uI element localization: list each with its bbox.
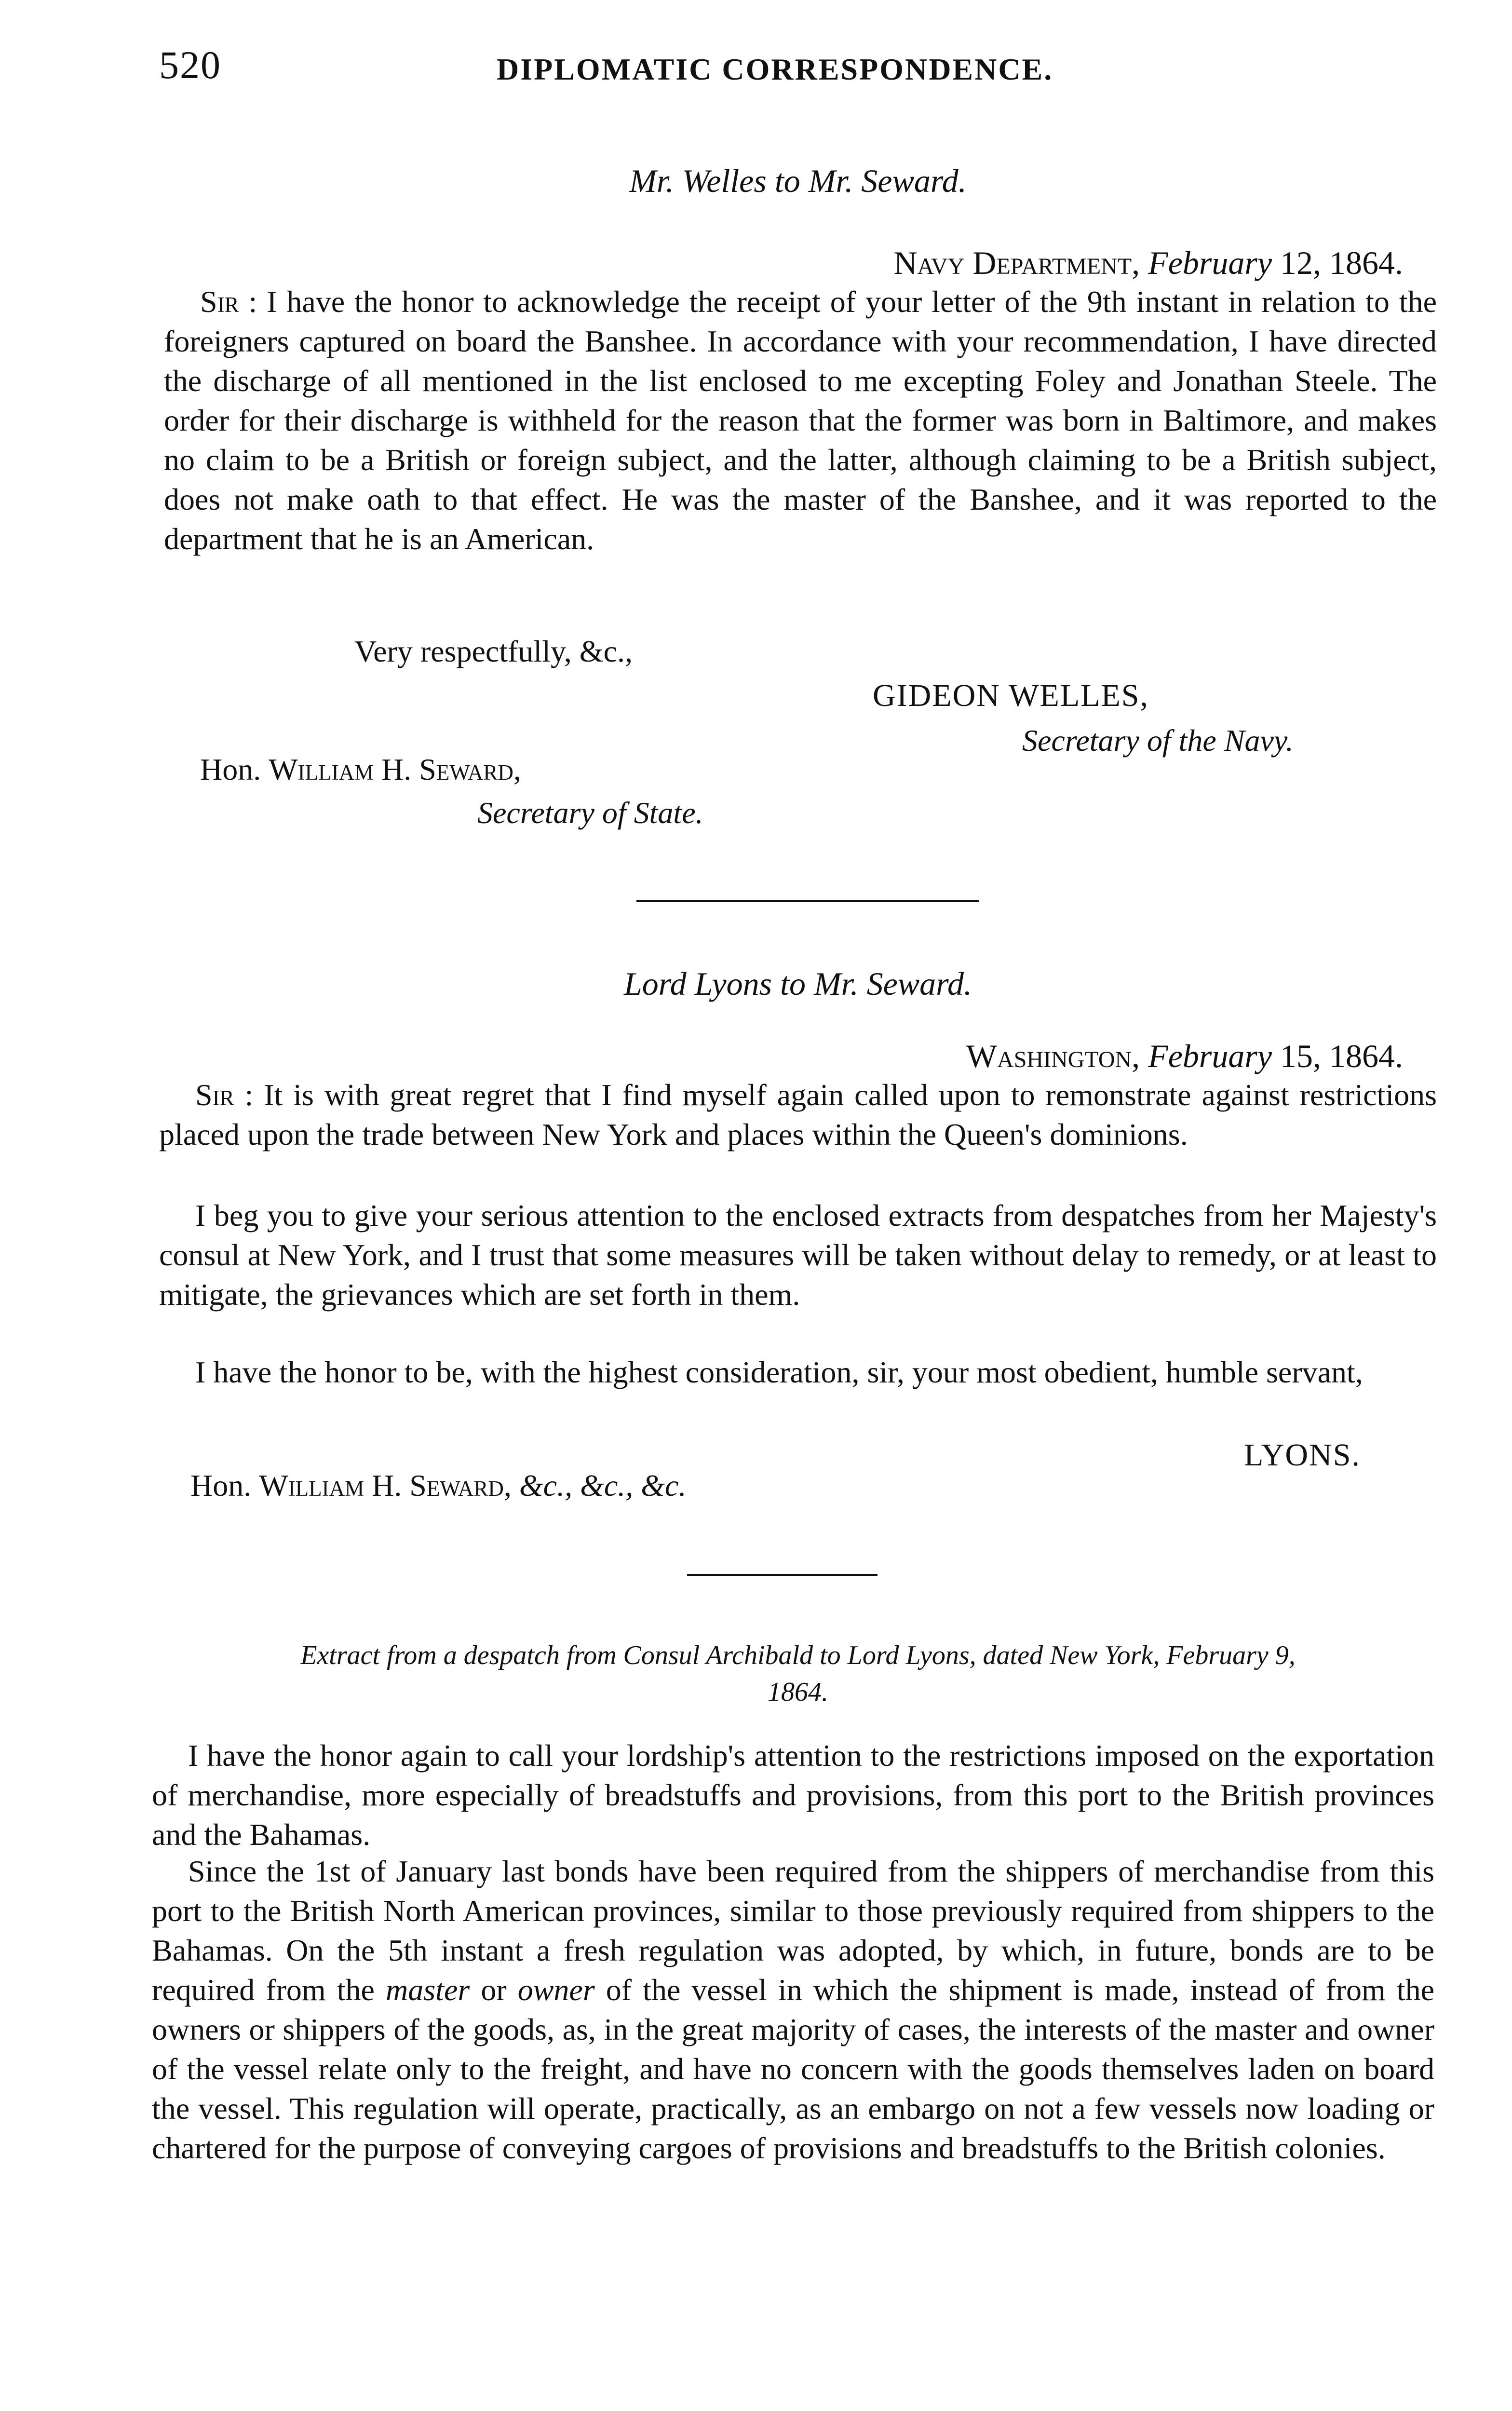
letter1-closing: Very respectfully, &c., — [354, 634, 633, 668]
letter2-dateline-day: 15, 1864. — [1280, 1038, 1403, 1074]
extract-para2-owner: owner — [517, 1973, 595, 2007]
extract-title — [159, 1637, 1437, 1710]
letter1-addressee-title: Secretary of State. — [477, 796, 703, 830]
letter1-body-text: I have the honor to acknowledge the receipt of your letter of the 9th instant in relation to the foreigners captured on board the Banshee. In accordance with your recommendation, I have directed the discharge of all mentioned in the list enclosed to me excepting Foley and Jonathan Steele. The order for their discharge is withheld for the reason that the former was born in Baltimore, and makes no claim to be a British or foreign subject, and the latter, although claiming to be a British subject, does not make oath to that effect. He was the master of the Banshee, and it was reported to the department that he is an American. — [164, 284, 1437, 556]
letter1-heading: Mr. Welles to Mr. Seward. — [629, 163, 967, 199]
letter2-addressee — [190, 1466, 686, 1505]
letter1-body — [164, 282, 1437, 559]
extract-para2 — [152, 1852, 1434, 2168]
letter2-signer-name: LYONS. — [1244, 1437, 1361, 1473]
section-divider-1 — [636, 900, 979, 902]
extract-para2-or: or — [481, 1973, 507, 2007]
letter2-dateline — [159, 1034, 1403, 1078]
extract-para2-master: master — [386, 1973, 470, 2007]
running-head — [159, 39, 1437, 96]
extract-para1: I have the honor again to call your lordship's attention to the restrictions imposed on the exportation of merchandise, more especially of breadstuffs and provisions, from this port to the British provinces and the Bahamas. — [152, 1738, 1434, 1852]
letter2-salutation: Sir : — [195, 1078, 254, 1112]
letter1-dateline — [159, 241, 1403, 284]
extract-para2-text-b: of the vessel in which the shipment is made, instead of from the owners or shippers of the goods, as, in the great majority of cases, the interests of the master and owner of the vessel relate only to the freight, and have no concern with the goods themselves laden on board the vessel. This regulation will operate, practically, as an embargo on not a few vessels now loading or chartered for the purpose of conveying cargoes of provisions and breadstuffs to the British colonies. — [152, 1973, 1435, 2165]
letter2-addressee-suffix: &c., &c., &c. — [519, 1468, 687, 1503]
letter1-salutation: Sir : — [200, 284, 257, 319]
letter1-addressee-prefix: Hon. — [200, 752, 261, 786]
section-divider-2 — [687, 1574, 878, 1576]
extract-title-line1: Extract from a despatch from Consul Archibald to Lord Lyons, dated New York, February 9, — [300, 1640, 1296, 1670]
running-title: DIPLOMATIC CORRESPONDENCE. — [497, 52, 1053, 86]
letter1-signer-title: Secretary of the Navy. — [1022, 723, 1294, 758]
extract-title-line2: 1864. — [768, 1677, 828, 1707]
letter1-dateline-day: 12, 1864. — [1280, 244, 1403, 281]
letter2-dateline-date: February — [1148, 1038, 1272, 1074]
letter1-signer-name: GIDEON WELLES, — [873, 678, 1149, 713]
letter2-dateline-place: Washington, — [966, 1038, 1140, 1074]
letter2-para1-text: It is with great regret that I find myself again called upon to remonstrate against restrictions placed upon the trade between New York and places within the Queen's dominions. — [159, 1078, 1437, 1151]
letter2-para2: I beg you to give your serious attention to the enclosed extracts from despatches from her Majesty's consul at New York, and I trust that some measures will be taken without delay to remedy, or at least to mitigate, the grievances which are set forth in them. — [159, 1198, 1437, 1312]
letter1-dateline-date: February — [1148, 244, 1272, 281]
extract-para2-text-a: Since the 1st of January last bonds have been required from the shippers of merchandise from this port to the British North American provinces, similar to those previously required from shippers to the Bahamas. On the 5th instant a fresh regulation was adopted, by which, in future, bonds are to be required from the — [152, 1854, 1434, 2007]
letter1-dateline-place: Navy Department, — [893, 244, 1140, 281]
letter2-para1 — [159, 1075, 1437, 1154]
letter2-addressee-prefix: Hon. — [190, 1468, 252, 1503]
letter2-heading: Lord Lyons to Mr. Seward. — [623, 965, 972, 1002]
letter1-addressee-name: William H. Seward, — [269, 752, 521, 786]
letter2-para3: I have the honor to be, with the highest consideration, sir, your most obedient, humble servant, — [195, 1355, 1363, 1389]
letter2-addressee-name: William H. Seward, — [259, 1468, 512, 1503]
letter1-addressee — [200, 750, 521, 789]
page-number: 520 — [159, 43, 221, 87]
